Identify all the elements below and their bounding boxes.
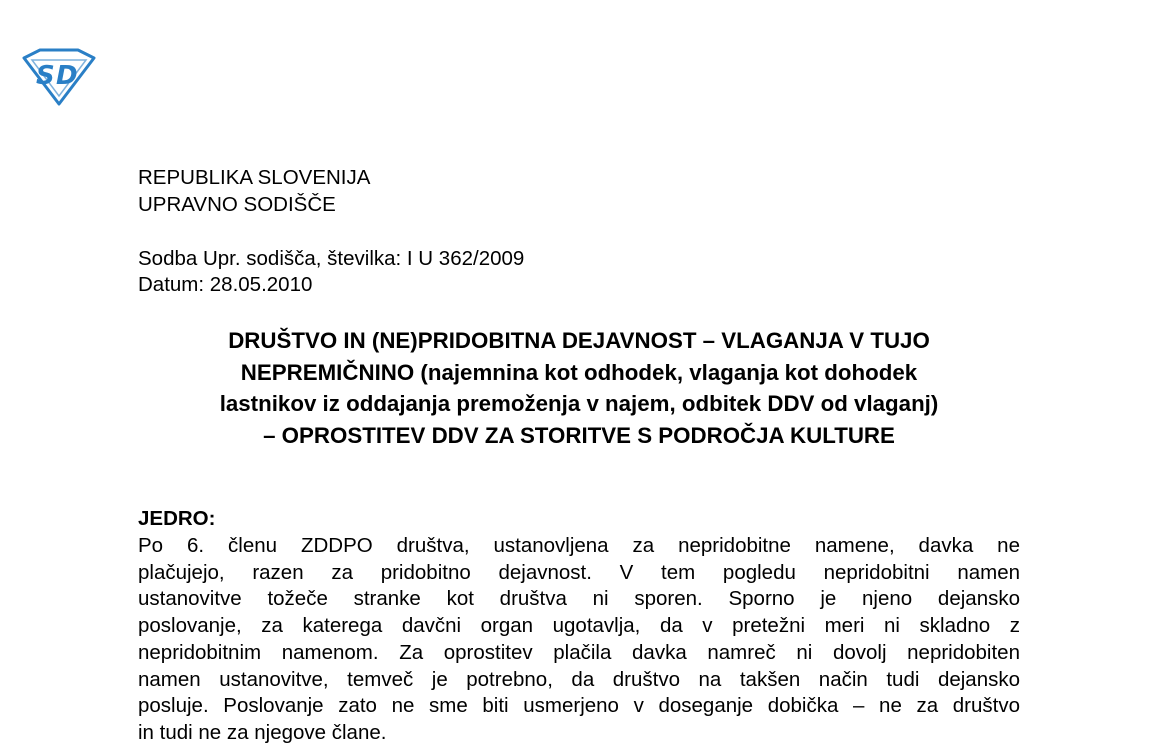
svg-text:S: S [36, 61, 55, 91]
paragraph-line: nepridobitnim namenom. Za oprostitev plačila davka namreč ni dovolj nepridobiten [138, 640, 1020, 664]
header-court: UPRAVNO SODIŠČE [138, 193, 336, 216]
title-line: – OPROSTITEV DDV ZA STORITVE S PODROČJA KULTURE [263, 422, 895, 448]
sd-shield-logo-icon [20, 48, 98, 106]
paragraph-line: Po 6. členu ZDDPO društva, ustanovljena za nepridobitne namene, davka ne [138, 534, 1020, 557]
svg-text:D: D [56, 61, 78, 91]
paragraph-line: namen ustanovitve, temveč je potrebno, da društvo na takšen način tudi dejansko [138, 667, 1020, 691]
header-republic: REPUBLIKA SLOVENIJA [138, 166, 371, 189]
jedro-heading: JEDRO: [138, 507, 216, 530]
paragraph-line: ustanovitve tožeče stranke kot društva ni sporen. Sporno je njeno dejansko [138, 587, 1020, 611]
paragraph-line: in tudi ne za njegove člane. [138, 720, 387, 743]
decision-date: Datum: 28.05.2010 [138, 273, 313, 296]
paragraph-line: posluje. Poslovanje zato ne sme biti usmerjeno v doseganje dobička – ne za društvo [138, 694, 1020, 718]
jedro-paragraph [138, 533, 1020, 743]
paragraph-line: poslovanje, za katerega davčni organ ugotavlja, da v pretežni meri ni skladno z [138, 614, 1020, 638]
document-title [138, 325, 1020, 451]
title-line: DRUŠTVO IN (NE)PRIDOBITNA DEJAVNOST – VLAGANJA V TUJO [228, 328, 930, 353]
case-number: Sodba Upr. sodišča, številka: I U 362/2009 [138, 247, 525, 270]
title-line: lastnikov iz oddajanja premoženja v najem, odbitek DDV od vlaganj) [219, 391, 939, 416]
title-line: NEPREMIČNINO (najemnina kot odhodek, vlaganja kot dohodek [240, 359, 918, 385]
paragraph-line: plačujejo, razen za pridobitno dejavnost. V tem pogledu nepridobitni namen [138, 560, 1020, 584]
